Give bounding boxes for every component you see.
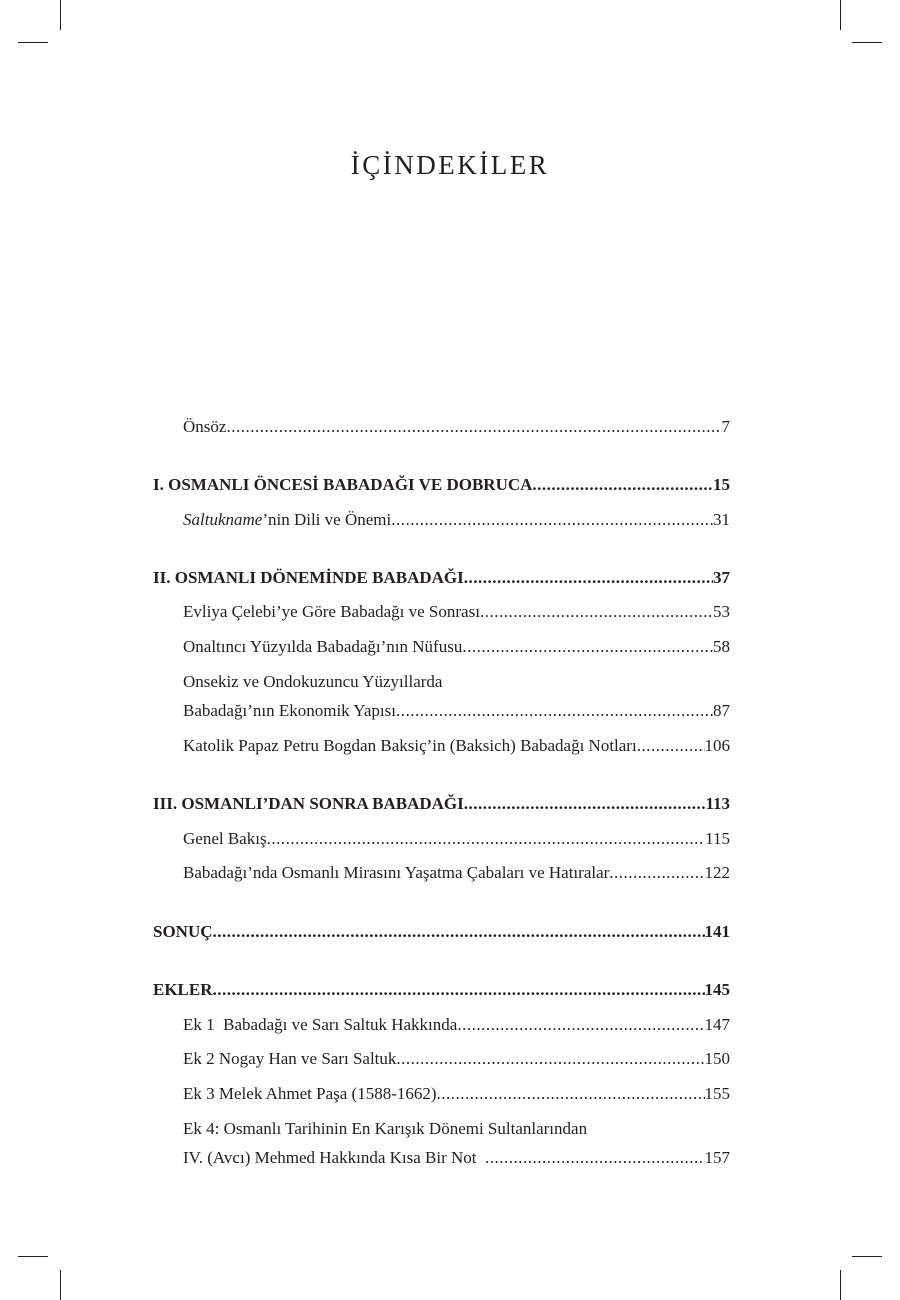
- toc-part-3: [153, 794, 730, 814]
- toc-page-number: 157: [704, 1148, 730, 1167]
- crop-mark: [852, 42, 882, 43]
- toc-entry-label: Ek 2 Nogay Han ve Sarı Saltuk: [183, 1049, 397, 1068]
- toc-page-number: 115: [705, 829, 730, 848]
- toc-entry-ekonomik-line1: Onsekiz ve Ondokuzuncu Yüzyıllarda: [183, 672, 443, 691]
- italic-title: Saltukname: [183, 510, 263, 529]
- toc-page-number: 7: [721, 417, 730, 436]
- toc-entry-ek1: [183, 1015, 730, 1035]
- leader-dots: [637, 736, 705, 756]
- toc-entry-label: Onaltıncı Yüzyılda Babadağı’nın Nüfusu: [183, 637, 463, 656]
- toc-entry-nufus: [183, 637, 730, 657]
- leader-dots: [609, 863, 704, 883]
- toc-page-number: 141: [704, 922, 730, 941]
- toc-page-number: 106: [704, 736, 730, 755]
- toc-part-1: [153, 475, 730, 495]
- toc-page-number: 145: [704, 980, 730, 999]
- toc-page-number: 15: [713, 475, 730, 494]
- leader-dots: [396, 701, 713, 721]
- toc-entry-baksic: [183, 736, 730, 756]
- leader-dots: [532, 475, 713, 495]
- toc-entry-label: IV. (Avcı) Mehmed Hakkında Kısa Bir Not: [183, 1148, 486, 1167]
- crop-mark: [840, 0, 841, 30]
- toc-part-label: I. OSMANLI ÖNCESİ BABADAĞI VE DOBRUCA: [153, 475, 533, 494]
- toc-entry-evliya: [183, 602, 730, 622]
- toc-entry-label: Önsöz: [183, 417, 227, 436]
- leader-dots: [480, 602, 713, 622]
- leader-dots: [462, 637, 713, 657]
- toc-entry-label-rest: ’nin Dili ve Önemi: [262, 510, 392, 529]
- toc-entry-miras: [183, 863, 730, 883]
- leader-dots: [437, 1084, 705, 1104]
- crop-mark: [840, 1270, 841, 1300]
- toc-entry-onsoz: [183, 417, 730, 437]
- crop-mark: [18, 1256, 48, 1257]
- toc-page-number: 122: [704, 863, 730, 882]
- crop-mark: [60, 0, 61, 30]
- leader-dots: [457, 1015, 704, 1035]
- toc-page-number: 113: [705, 794, 730, 813]
- leader-dots: [464, 794, 706, 814]
- toc-page-number: 53: [713, 602, 730, 621]
- toc-entry-label: Ek 1 Babadağı ve Sarı Saltuk Hakkında: [183, 1015, 458, 1034]
- toc-part-label: EKLER: [153, 980, 213, 999]
- toc-page-number: 37: [713, 568, 730, 587]
- toc-entry-label: Genel Bakış: [183, 829, 267, 848]
- toc-page-number: 31: [713, 510, 730, 529]
- toc-entry-ek4: [183, 1148, 730, 1168]
- toc-entry-saltukname: [183, 510, 730, 530]
- toc-page-number: 58: [713, 637, 730, 656]
- leader-dots: [267, 829, 706, 849]
- leader-dots: [396, 1049, 704, 1069]
- toc-entry-label: Babadağı’nda Osmanlı Mirasını Yaşatma Çabaları ve Hatıralar: [183, 863, 610, 882]
- leader-dots: [213, 922, 705, 942]
- toc-part-label: III. OSMANLI’DAN SONRA BABADAĞI: [153, 794, 464, 813]
- crop-mark: [852, 1256, 882, 1257]
- leader-dots: [391, 510, 713, 530]
- toc-entry-label: Babadağı’nın Ekonomik Yapısı: [183, 701, 396, 720]
- crop-mark: [60, 1270, 61, 1300]
- toc-sonuc: [153, 922, 730, 942]
- page-title: İÇİNDEKİLER: [350, 150, 550, 180]
- toc-ekler: [153, 980, 730, 1000]
- toc-page-number: 87: [713, 701, 730, 720]
- toc-page-number: 155: [704, 1084, 730, 1103]
- toc-entry-ek4-line1: Ek 4: Osmanlı Tarihinin En Karışık Dönemi Sultanlarından: [183, 1119, 588, 1138]
- toc-part-2: [153, 568, 730, 588]
- toc-entry-label: Evliya Çelebi’ye Göre Babadağı ve Sonrası: [183, 602, 480, 621]
- leader-dots: [226, 417, 721, 437]
- crop-mark: [18, 42, 48, 43]
- toc-entry-ekonomik: [183, 701, 730, 721]
- toc-entry-label: Katolik Papaz Petru Bogdan Baksiç’in (Baksich) Babadağı Notları: [183, 736, 637, 755]
- toc-entry-genel-bakis: [183, 829, 730, 849]
- toc-entry-label: Ek 3 Melek Ahmet Paşa (1588-1662): [183, 1084, 437, 1103]
- toc-entry-ek3: [183, 1084, 730, 1104]
- leader-dots: [213, 980, 705, 1000]
- toc-part-label: SONUÇ: [153, 922, 213, 941]
- toc-part-label: II. OSMANLI DÖNEMİNDE BABADAĞI: [153, 568, 464, 587]
- toc-entry-label: [183, 510, 391, 530]
- toc-entry-ek2: [183, 1049, 730, 1069]
- leader-dots: [464, 568, 713, 588]
- leader-dots: [485, 1148, 704, 1168]
- toc-page-number: 150: [704, 1049, 730, 1068]
- toc-page-number: 147: [704, 1015, 730, 1034]
